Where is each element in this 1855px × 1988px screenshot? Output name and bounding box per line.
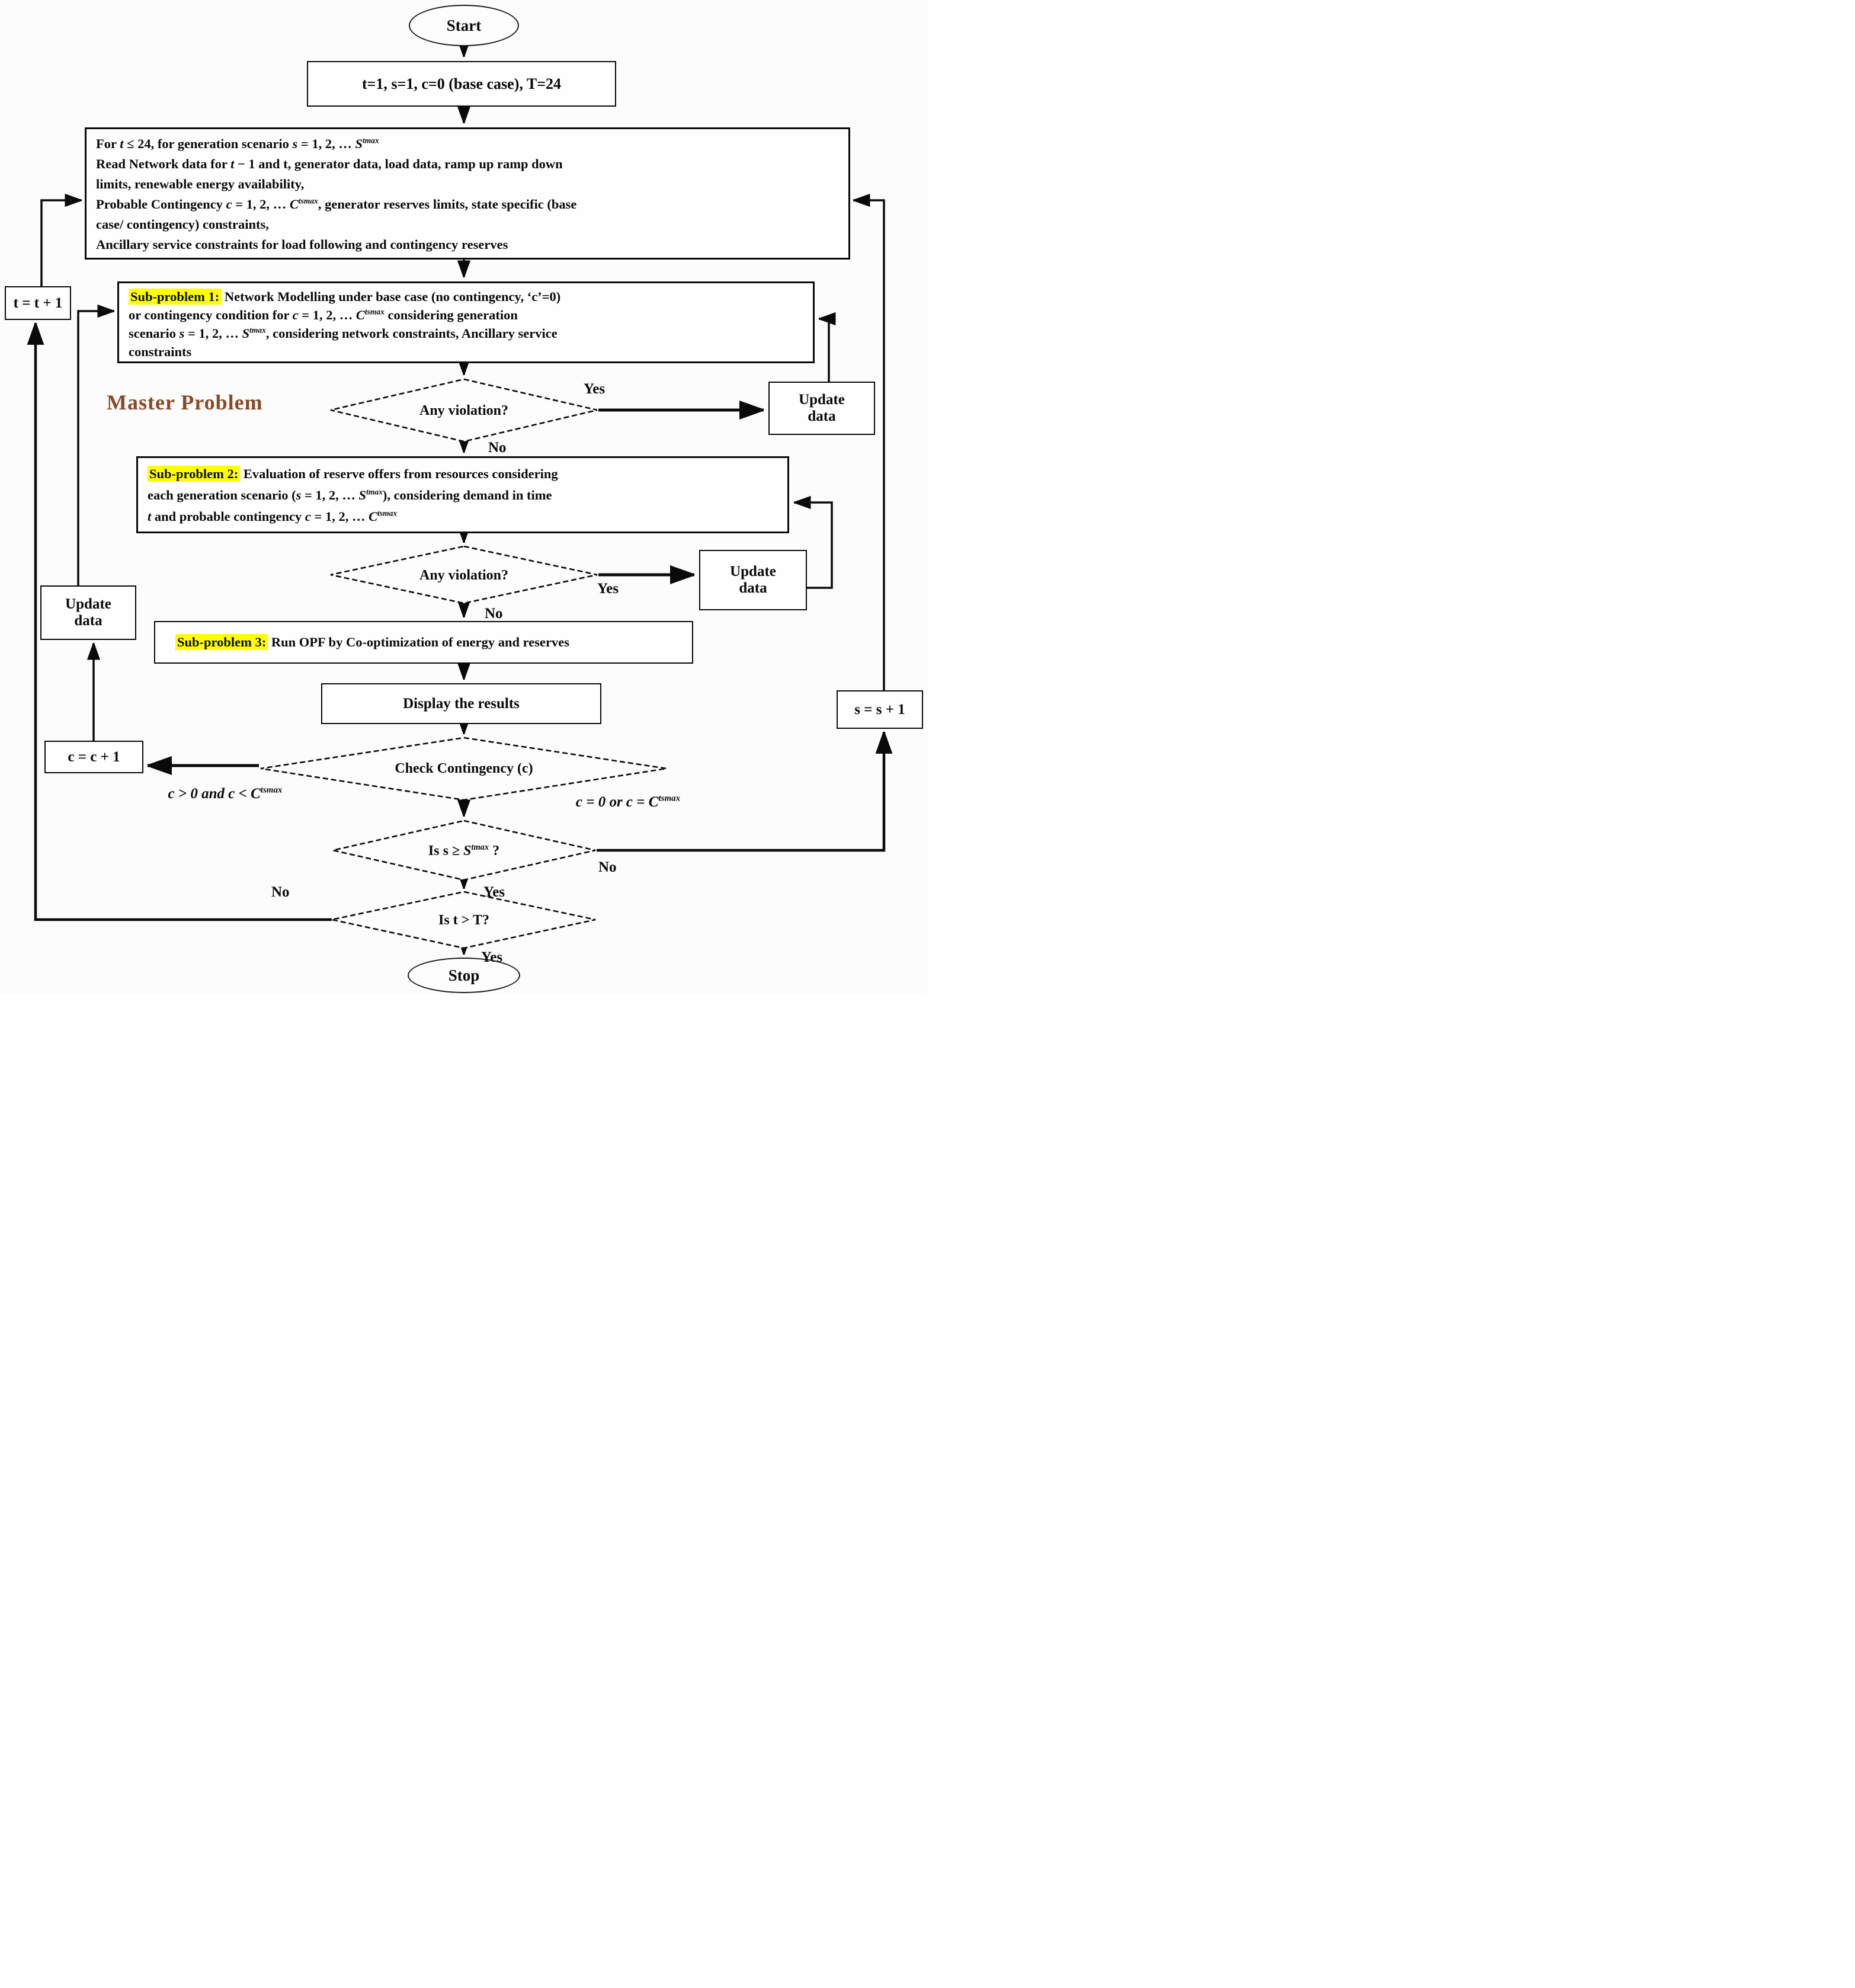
violation1-yes-label	[584, 381, 605, 398]
c-increment-label: c = c + 1	[68, 748, 120, 765]
violation2-label	[393, 565, 535, 585]
violation1-label	[393, 401, 535, 421]
t-increment-label: t = t + 1	[13, 294, 63, 311]
arrow-s-check-no-to-s-inc	[597, 732, 884, 850]
update-data-left-box	[40, 585, 136, 640]
loop-header-box: For t ≤ 24, for generation scenario s = 1, 2, … $S^{tmax}$ Read Network data for t − 1 and t, generator data, load data, ramp up ramp down limits, renewable energy availability, Probable Contingency c = 1, 2, … $C^{tsmax}$, generator reserves limits, state specific (base case/ contingency) constraints, Ancillary service constraints for load following and contingency reserves	[85, 127, 850, 260]
t-check-no-label	[271, 884, 290, 901]
condition-c-done-label: c = 0 or $c = C^{tsmax}$	[575, 793, 681, 810]
update-data-right2-box	[699, 550, 807, 610]
stop-terminal	[408, 958, 520, 993]
violation1-no-label	[488, 440, 507, 456]
no-text: No	[485, 606, 503, 622]
update-data-right1-box	[768, 382, 875, 435]
loop-t-inc-to-loop-header	[41, 200, 82, 286]
check-contingency-text: Check Contingency (c)	[395, 761, 533, 776]
init-label: t=1, s=1, c=0 (base case), T=24	[361, 75, 562, 92]
condition-c-loop-label: c > 0 and $c < C^{tsmax}$	[168, 785, 283, 802]
t-check-label	[405, 910, 523, 930]
start-terminal	[409, 5, 519, 46]
t-increment-box	[5, 286, 71, 320]
stop-label: Stop	[448, 966, 480, 984]
master-problem-label	[107, 390, 332, 417]
check-contingency-label	[375, 758, 553, 779]
subproblem2-box: Sub-problem 2: Evaluation of reserve offers from resources considering each generation scenario (s = 1, 2, … $S^{tmax}$), considering demand in time t and probable contingency c = 1, 2, … $C^{tsmax}$	[136, 456, 789, 533]
violation1-text: Any violation?	[419, 403, 509, 418]
loop-update1-to-sub1	[819, 319, 829, 382]
master-problem-text: Master Problem	[107, 390, 263, 414]
start-label: Start	[446, 16, 482, 34]
flowchart-canvas	[0, 0, 928, 994]
display-results-label: Display the results	[403, 695, 520, 712]
display-results-box	[321, 683, 601, 724]
s-check-label: Is $s \ge S^{tmax}$ ?	[428, 843, 500, 859]
yes-text: Yes	[481, 949, 503, 965]
update-data-right1-label: Update data	[799, 392, 845, 424]
t-check-text: Is t > T?	[438, 913, 489, 928]
subproblem3-box: Sub-problem 3: Run OPF by Co-optimization of energy and reserves	[154, 621, 693, 664]
violation2-yes-label	[597, 581, 619, 597]
s-check-no-label	[598, 859, 617, 876]
no-text: No	[598, 859, 617, 875]
yes-text: Yes	[597, 581, 619, 597]
c-increment-box	[44, 741, 143, 773]
subproblem1-box: Sub-problem 1: Network Modelling under base case (no contingency, ‘c’=0) or contingency condition for c = 1, 2, … $C^{tsmax}$ considering generation scenario s = 1, 2, … $S^{tmax}$, considering network constraints, Ancillary service constraints	[117, 281, 815, 363]
update-data-right2-label: Update data	[730, 564, 776, 596]
violation2-text: Any violation?	[419, 568, 509, 583]
yes-text: Yes	[584, 381, 605, 397]
loop-update-left-to-sub1	[78, 311, 114, 585]
yes-text: Yes	[483, 884, 505, 900]
s-increment-box	[837, 690, 923, 729]
s-check-yes-label	[483, 884, 505, 901]
init-box	[307, 61, 616, 107]
no-text: No	[488, 440, 507, 456]
violation2-no-label	[485, 606, 503, 622]
loop-s-inc-to-loop-header	[853, 200, 884, 690]
no-text: No	[271, 884, 290, 900]
s-increment-label: s = s + 1	[854, 701, 905, 718]
update-data-left-label: Update data	[65, 596, 111, 629]
t-check-yes-label	[481, 949, 502, 966]
